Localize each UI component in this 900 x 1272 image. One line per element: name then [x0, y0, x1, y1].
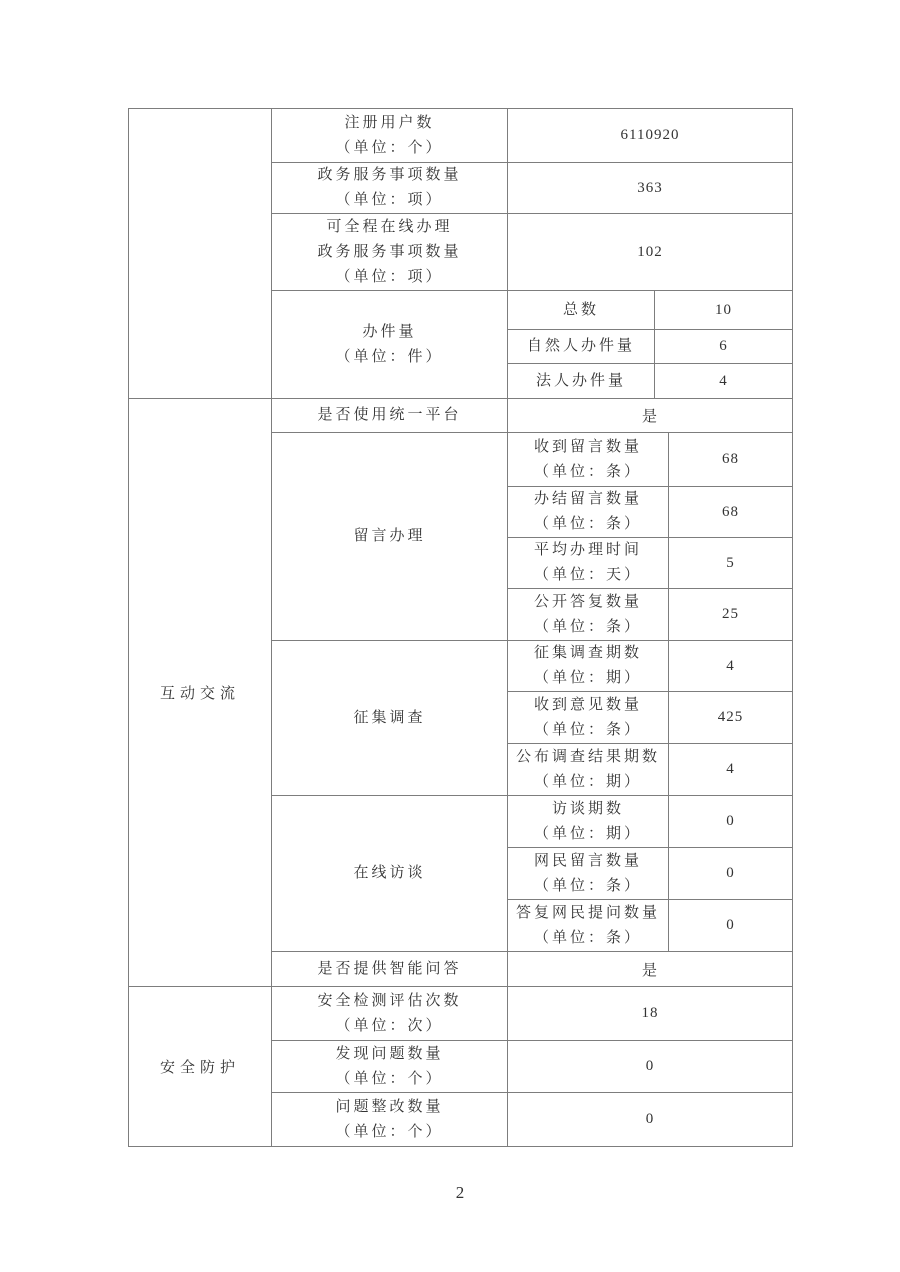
- messages-resolved-label: 办结留言数量: [533, 491, 642, 507]
- page-number: 2: [455, 1183, 465, 1202]
- interview-group-label: 在线访谈: [353, 865, 426, 881]
- problems-found-unit: （单位：个）: [335, 1070, 444, 1087]
- security-checks-value: 18: [508, 987, 793, 1041]
- problems-fixed-unit: （单位：个）: [335, 1123, 444, 1140]
- messages-resolved-unit: （单位：条）: [533, 516, 642, 532]
- online-items-label-line1: 可全程在线办理: [326, 218, 453, 235]
- avg-handling-time-label-cell: [508, 538, 669, 589]
- survey-periods-label: 征集调查期数: [533, 645, 642, 661]
- public-replies-label-cell: [508, 589, 669, 641]
- online-items-label-line2: 政务服务事项数量: [317, 243, 462, 260]
- messages-received-label: 收到留言数量: [533, 438, 642, 455]
- interview-group-cell: [272, 796, 508, 952]
- security-checks-label: 安全检测评估次数: [317, 992, 462, 1009]
- online-items-label-cell: [272, 214, 508, 291]
- service-items-value: 363: [508, 163, 793, 214]
- case-volume-label: 办件量: [362, 323, 417, 340]
- questions-answered-unit: （单位：条）: [533, 929, 642, 946]
- registered-users-label-cell: [272, 109, 508, 163]
- problems-found-label: 发现问题数量: [335, 1045, 444, 1062]
- table-row: [129, 399, 793, 433]
- opinions-received-label: 收到意见数量: [533, 696, 642, 713]
- netizen-messages-unit: （单位：条）: [533, 877, 642, 894]
- messages-received-unit: （单位：条）: [533, 463, 642, 480]
- category-cell-service-empty: [129, 109, 272, 399]
- interview-periods-unit: （单位：期）: [533, 825, 642, 842]
- questions-answered-label-cell: [508, 900, 669, 952]
- survey-results-value: 4: [669, 744, 793, 796]
- message-handling-group-label: 留言办理: [353, 528, 426, 544]
- netizen-messages-value: 0: [669, 848, 793, 900]
- avg-handling-time-value: 5: [669, 538, 793, 589]
- problems-fixed-value: 0: [508, 1093, 793, 1147]
- registered-users-value: 6110920: [508, 109, 793, 163]
- case-volume-legal-label-text: 法人办件量: [535, 372, 626, 389]
- problems-fixed-label-cell: [272, 1093, 508, 1147]
- table-row: [129, 987, 793, 1041]
- opinions-received-value: 425: [669, 692, 793, 744]
- problems-found-label-cell: [272, 1041, 508, 1093]
- service-items-label-cell: [272, 163, 508, 214]
- case-volume-total-value: 10: [655, 291, 793, 330]
- unified-platform-value: 是: [508, 399, 793, 433]
- service-items-unit: （单位：项）: [335, 192, 444, 208]
- smart-qa-value: 是: [508, 952, 793, 987]
- smart-qa-label-cell: [272, 952, 508, 987]
- interview-periods-value: 0: [669, 796, 793, 848]
- annual-report-table: [128, 108, 793, 1147]
- survey-group-label: 征集调查: [353, 709, 426, 726]
- netizen-messages-label: 网民留言数量: [533, 852, 642, 869]
- category-cell-interaction: 互动交流: [129, 399, 272, 987]
- public-replies-value: 25: [669, 589, 793, 641]
- registered-users-unit: （单位：个）: [335, 139, 444, 156]
- online-items-value: 102: [508, 214, 793, 291]
- online-items-unit: （单位：项）: [335, 268, 444, 285]
- case-volume-legal-label: [508, 364, 655, 399]
- public-replies-unit: （单位：条）: [533, 618, 642, 635]
- avg-handling-time-label: 平均办理时间: [533, 542, 642, 558]
- avg-handling-time-unit: （单位：天）: [533, 567, 642, 583]
- messages-resolved-label-cell: [508, 487, 669, 538]
- case-volume-unit: （单位：件）: [335, 348, 444, 365]
- survey-periods-label-cell: [508, 641, 669, 692]
- survey-group-cell: [272, 641, 508, 796]
- interview-periods-label: 访谈期数: [551, 800, 624, 817]
- problems-fixed-label: 问题整改数量: [335, 1098, 444, 1115]
- case-volume-legal-value: 4: [655, 364, 793, 399]
- case-volume-total-label: [508, 291, 655, 330]
- case-volume-natural-value: 6: [655, 330, 793, 364]
- survey-results-unit: （单位：期）: [533, 773, 642, 790]
- unified-platform-label-cell: [272, 399, 508, 433]
- smart-qa-label: 是否提供智能问答: [317, 960, 462, 977]
- security-checks-label-cell: [272, 987, 508, 1041]
- problems-found-value: 0: [508, 1041, 793, 1093]
- message-handling-group-cell: [272, 433, 508, 641]
- case-volume-natural-label: [508, 330, 655, 364]
- survey-results-label: 公布调查结果期数: [515, 748, 660, 765]
- service-items-label: 政务服务事项数量: [317, 167, 462, 183]
- opinions-received-label-cell: [508, 692, 669, 744]
- interview-periods-label-cell: [508, 796, 669, 848]
- messages-resolved-value: 68: [669, 487, 793, 538]
- security-checks-unit: （单位：次）: [335, 1017, 444, 1034]
- survey-results-label-cell: [508, 744, 669, 796]
- public-replies-label: 公开答复数量: [533, 593, 642, 610]
- case-volume-label-cell: [272, 291, 508, 399]
- questions-answered-label: 答复网民提问数量: [515, 904, 660, 921]
- questions-answered-value: 0: [669, 900, 793, 952]
- survey-periods-value: 4: [669, 641, 793, 692]
- category-cell-security: 安全防护: [129, 987, 272, 1147]
- messages-received-label-cell: [508, 433, 669, 487]
- messages-received-value: 68: [669, 433, 793, 487]
- opinions-received-unit: （单位：条）: [533, 721, 642, 738]
- table-row: [129, 109, 793, 163]
- netizen-messages-label-cell: [508, 848, 669, 900]
- case-volume-natural-label-text: 自然人办件量: [526, 338, 635, 354]
- registered-users-label: 注册用户数: [344, 114, 435, 131]
- survey-periods-unit: （单位：期）: [533, 670, 642, 686]
- case-volume-total-label-text: 总数: [562, 301, 599, 318]
- unified-platform-label: 是否使用统一平台: [317, 407, 462, 423]
